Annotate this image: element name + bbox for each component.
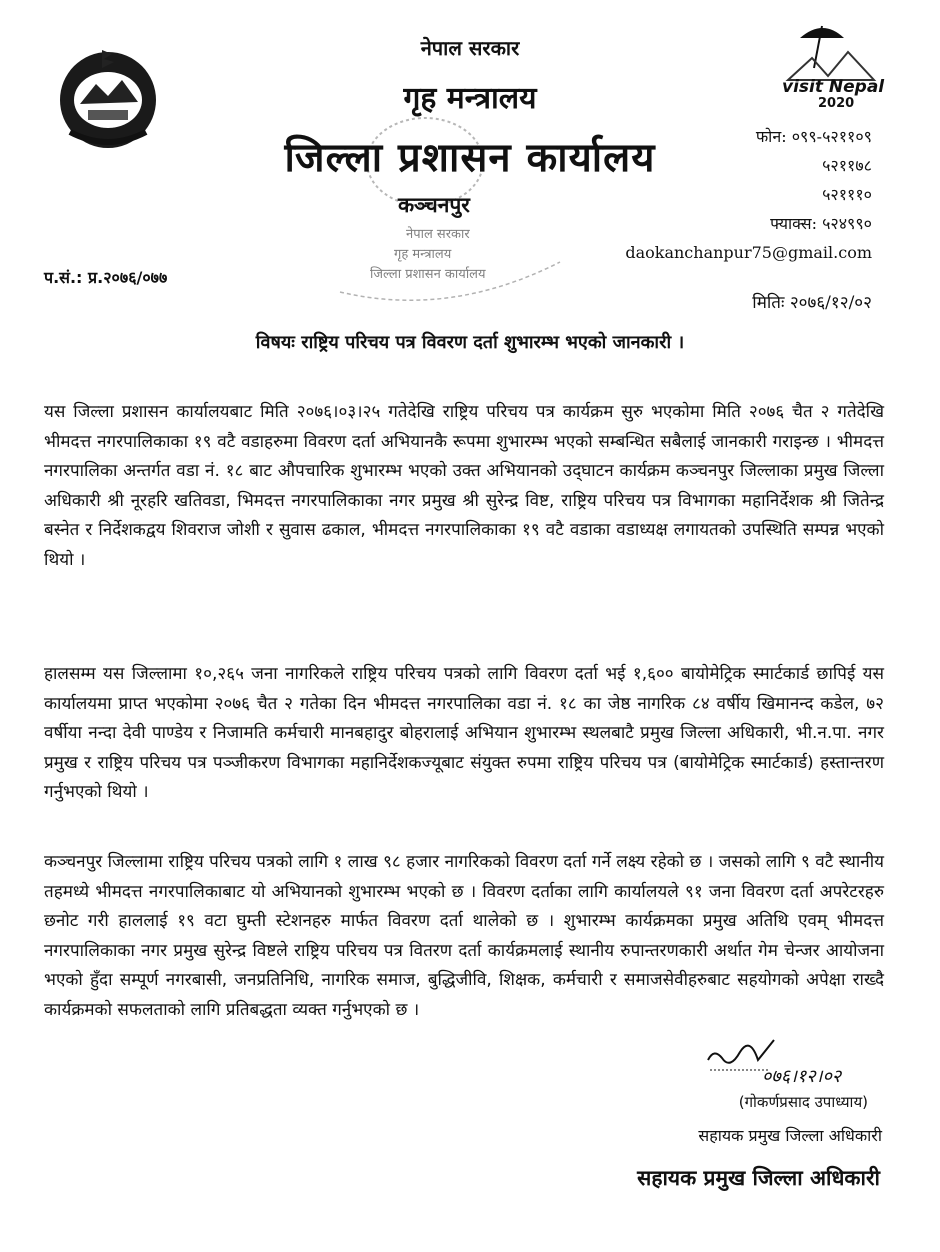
signature-date: ०७६।१२।०२ <box>762 1066 842 1087</box>
reference-label: प.सं.: <box>44 268 83 287</box>
designation-stamp: सहायक प्रमुख जिल्ला अधिकारी <box>637 1166 880 1190</box>
office-seal-stamp <box>330 222 570 308</box>
government-title: नेपाल सरकार <box>420 36 520 60</box>
body-paragraph-3: कञ्चनपुर जिल्लामा राष्ट्रिय परिचय पत्रको लागि १ लाख ९८ हजार नागरिकको विवरण दर्ता गर्ने लक्ष्य रहेको छ । जसको लागि ९ वटै स्थानीय तहमध्ये भीमदत्त नगरपालिकाबाट यो अभियानको शुभारम्भ भएको छ । विवरण दर्ताका लागि कार्यालयले ९१ जना विवरण दर्ता अपरेटरहरु छनोट गरी हाललाई १९ वटा घुम्ती स्टेशनहरु मार्फत विवरण दर्ता थालेको छ । शुभारम्भ कार्यक्रमका प्रमुख अतिथि एवम् भीमदत्त नगरपालिकाका नगर प्रमुख सुरेन्द्र विष्टले राष्ट्रिय परिचय पत्र वितरण दर्ता कार्यक्रमलाई स्थानीय रुपान्तरणकारी अर्थात गेम चेन्जर आयोजना भएको हुँदा सम्पूर्ण नगरबासी, जनप्रतिनिधि, नागरिक समाज, बुद्धिजीवि, शिक्षक, कर्मचारी र समाजसेवीहरुबाट सहयोगको अपेक्षा राख्दै कार्यक्रमको सफलताको लागि प्रतिबद्धता व्यक्त गर्नुभएको छ । <box>44 852 884 1020</box>
visit-nepal-text: visit Nepal <box>782 77 885 97</box>
signer-designation: सहायक प्रमुख जिल्ला अधिकारी <box>698 1126 882 1145</box>
contact-block <box>625 122 872 267</box>
subject-text: राष्ट्रिय परिचय पत्र विवरण दर्ता शुभारम्भ भएको जानकारी । <box>301 332 685 353</box>
body-paragraph-1: यस जिल्ला प्रशासन कार्यालयबाट मिति २०७६।०३।२५ गतेदेखि राष्ट्रिय परिचय पत्र कार्यक्रम सुरु भएकोमा मिति २०७६ चैत २ गतेदेखि भीमदत्त नगरपालिकाका १९ वटै वडाहरुमा विवरण दर्ता अभियानकै रूपमा शुभारम्भ भएको सम्बन्धित सबैलाई जानकारी गराइन्छ । भीमदत्त नगरपालिका अन्तर्गत वडा नं. १८ बाट औपचारिक शुभारम्भ भएको उक्त अभियानको उद्‌घाटन कार्यक्रम कञ्चनपुर जिल्लाका प्रमुख जिल्ला अधिकारी श्री नूरहरि खतिवडा, भिमदत्त नगरपालिकाका नगर प्रमुख श्री सुरेन्द्र विष्ट, राष्ट्रिय परिचय पत्र विभागका महानिर्देशक श्री जितेन्द्र बस्नेत र निर्देशकद्वय शिवराज जोशी र सुवास ढकाल, भीमदत्त नगरपालिकाका १९ वटै वडाका वडाध्यक्ष लगायतको उपस्थिति सम्पन्न भएको थियो । <box>44 402 884 570</box>
office-title: जिल्ला प्रशासन कार्यालय <box>284 135 656 181</box>
phone-number: ०९९-५२११०९ <box>791 127 872 146</box>
fax-label: फ्याक्स: <box>770 214 817 233</box>
fax-line <box>625 209 872 238</box>
visit-nepal-year: 2020 <box>818 96 855 110</box>
subject-label: विषयः <box>255 332 295 353</box>
email-address[interactable]: daokanchanpur75@gmail.com <box>625 243 872 262</box>
phone-number: ५२११७८ <box>822 156 872 175</box>
stamp-line-2: गृह मन्त्रालय <box>394 247 452 262</box>
district-name: कञ्चनपुर <box>398 193 470 217</box>
ministry-title: गृह मन्त्रालय <box>403 81 537 116</box>
phone-label: फोन: <box>755 127 787 146</box>
stamp-line-3: जिल्ला प्रशासन कार्यालय <box>370 267 486 282</box>
reference-number <box>44 266 167 288</box>
body-paragraph-2: हालसम्म यस जिल्लामा १०,२६५ जना नागरिकले राष्ट्रिय परिचय पत्रको लागि विवरण दर्ता भई १,६०० बायोमेट्रिक स्मार्टकार्ड छापिई यस कार्यालयमा प्राप्त भएकोमा २०७६ चैत २ गतेका दिन भीमदत्त नगरपालिका वडा नं. १८ का जेष्ठ नागरिक ८४ वर्षीय खिमानन्द कडेल, ७२ वर्षीया नन्दा देवी पाण्डेय र निजामति कर्मचारी मानबहादुर बोहरालाई अभियान शुभारम्भ स्थलबाटै प्रमुख जिल्ला अधिकारी, भी.न.पा. नगर प्रमुख र राष्ट्रिय परिचय पत्र पञ्जीकरण विभागका महानिर्देशकज्यूबाट संयुक्त रुपमा राष्ट्रिय परिचय पत्र (बायोमेट्रिक स्मार्टकार्ड) हस्तान्तरण गर्नुभएको थियो । <box>44 664 884 802</box>
letter-date <box>752 290 872 313</box>
phone-number: ५२१११० <box>822 185 872 204</box>
subject-line <box>0 330 940 354</box>
reference-value: प्र.२०७६/०७७ <box>88 268 168 287</box>
date-label: मितिः <box>752 293 785 313</box>
date-value: २०७६/१२/०२ <box>789 293 872 313</box>
stamp-line-1: नेपाल सरकार <box>406 227 470 242</box>
handwritten-signature <box>700 1030 870 1090</box>
signer-name: (गोकर्णप्रसाद उपाध्याय) <box>738 1093 868 1111</box>
fax-number: ५२४९९० <box>822 214 872 233</box>
phone-line-1 <box>625 122 872 151</box>
